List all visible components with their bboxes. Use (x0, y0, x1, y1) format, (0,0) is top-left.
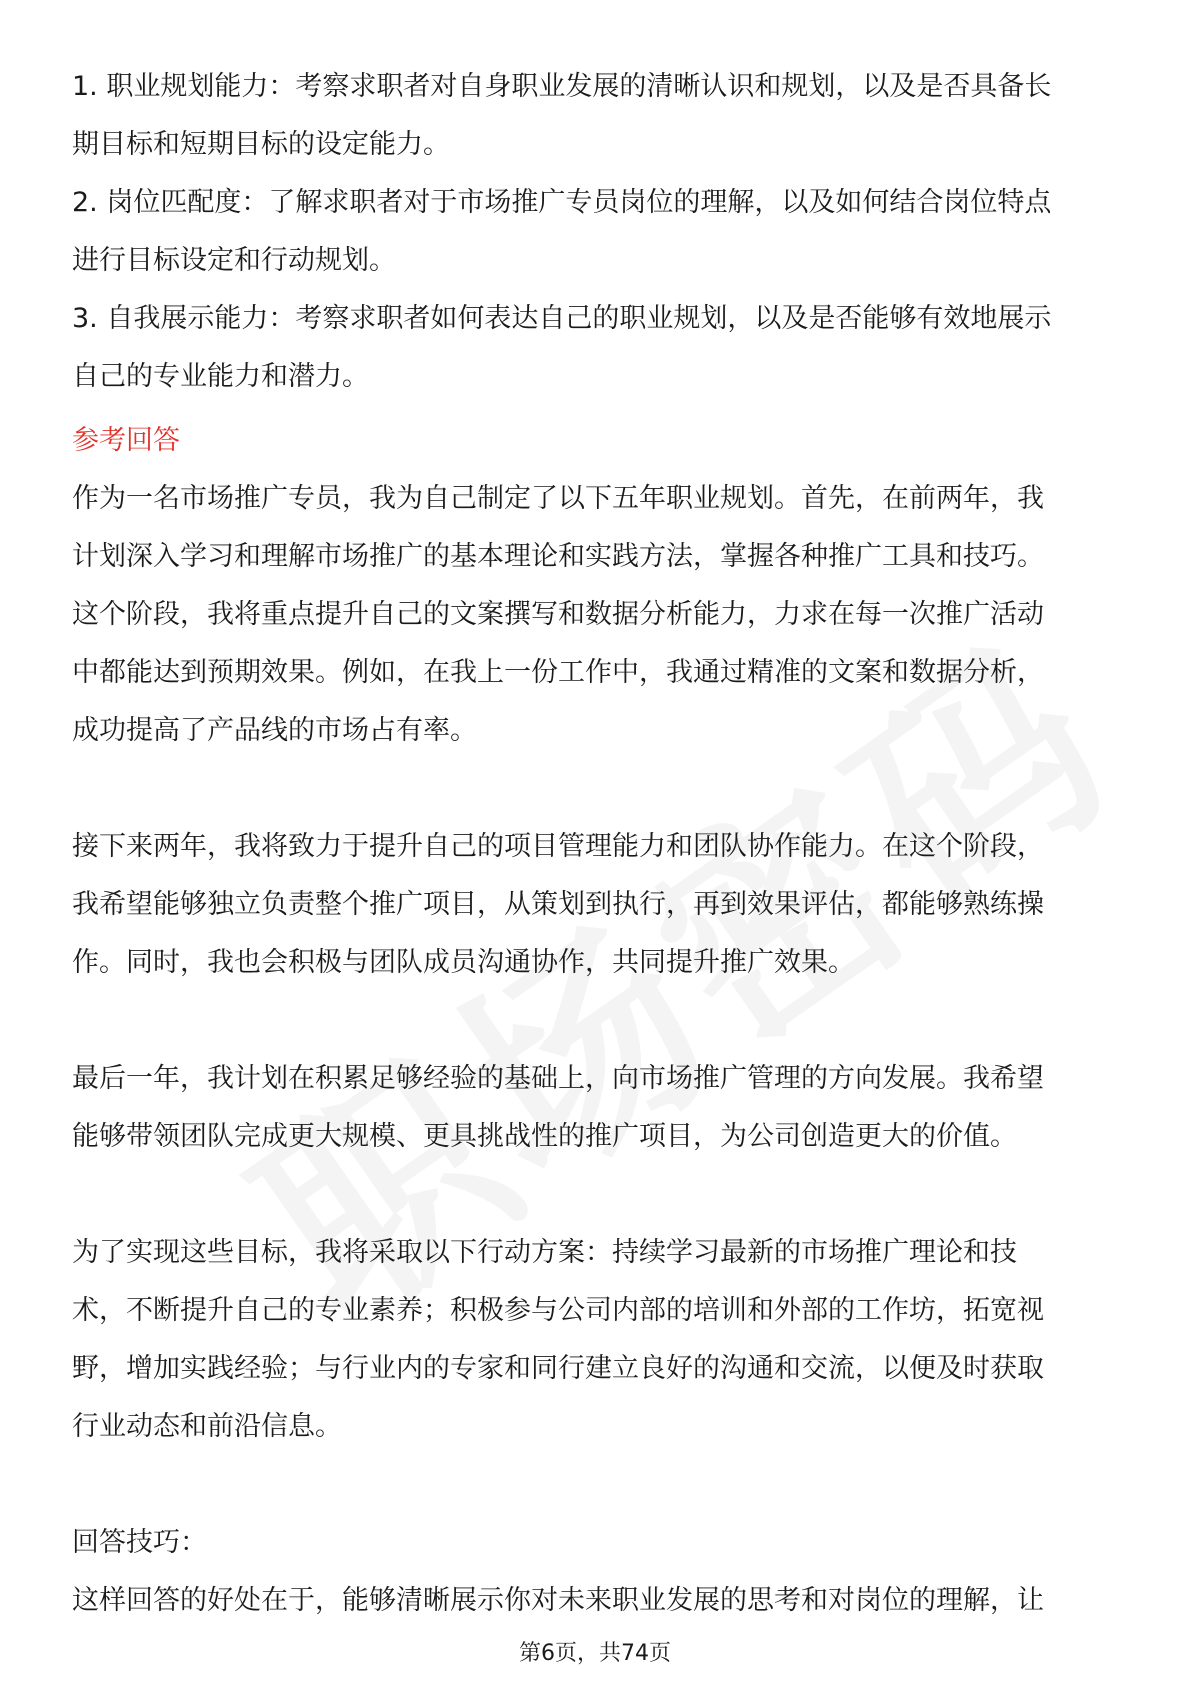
paragraph-line: 作。同时，我也会积极与团队成员沟通协作，共同提升推广效果。 (72, 947, 855, 978)
page-number: 第6页，共74页 (519, 1641, 671, 1666)
paragraph-line: 中都能达到预期效果。例如，在我上一份工作中，我通过精准的文案和数据分析， (72, 657, 1044, 688)
evaluation-list (72, 58, 1122, 406)
paragraph-spacer (72, 992, 1122, 1050)
answer-paragraph (72, 818, 1122, 992)
list-item-continuation: 期目标和短期目标的设定能力。 (72, 129, 450, 160)
answer-paragraph (72, 1224, 1122, 1456)
answer-paragraph (72, 1050, 1122, 1166)
list-item: 2. 岗位匹配度：了解求职者对于市场推广专员岗位的理解，以及如何结合岗位特点 (72, 187, 1052, 218)
paragraph-spacer (72, 1456, 1122, 1514)
paragraph-line: 最后一年，我计划在积累足够经验的基础上，向市场推广管理的方向发展。我希望 (72, 1063, 1044, 1094)
list-item: 1. 职业规划能力：考察求职者对自身职业发展的清晰认识和规划，以及是否具备长 (72, 71, 1052, 102)
list-item-continuation: 进行目标设定和行动规划。 (72, 245, 396, 276)
document-body (72, 58, 1122, 1630)
paragraph-spacer (72, 1166, 1122, 1224)
answer-paragraph (72, 470, 1122, 760)
paragraph-spacer (72, 760, 1122, 818)
tips-heading: 回答技巧： (72, 1527, 207, 1558)
list-item-continuation: 自己的专业能力和潜力。 (72, 361, 369, 392)
paragraph-line: 能够带领团队完成更大规模、更具挑战性的推广项目，为公司创造更大的价值。 (72, 1121, 1017, 1152)
tips-line: 这样回答的好处在于，能够清晰展示你对未来职业发展的思考和对岗位的理解，让 (72, 1585, 1044, 1616)
reference-answer-heading: 参考回答 (72, 425, 180, 456)
paragraph-line: 计划深入学习和理解市场推广的基本理论和实践方法，掌握各种推广工具和技巧。 (72, 541, 1044, 572)
paragraph-line: 术，不断提升自己的专业素养；积极参与公司内部的培训和外部的工作坊，拓宽视 (72, 1295, 1044, 1326)
paragraph-line: 为了实现这些目标，我将采取以下行动方案：持续学习最新的市场推广理论和技 (72, 1237, 1017, 1268)
paragraph-line: 成功提高了产品线的市场占有率。 (72, 715, 477, 746)
paragraph-line: 接下来两年，我将致力于提升自己的项目管理能力和团队协作能力。在这个阶段， (72, 831, 1044, 862)
paragraph-line: 野，增加实践经验；与行业内的专家和同行建立良好的沟通和交流，以便及时获取 (72, 1353, 1044, 1384)
list-item: 3. 自我展示能力：考察求职者如何表达自己的职业规划，以及是否能够有效地展示 (72, 303, 1052, 334)
paragraph-line: 这个阶段，我将重点提升自己的文案撰写和数据分析能力，力求在每一次推广活动 (72, 599, 1044, 630)
paragraph-line: 作为一名市场推广专员，我为自己制定了以下五年职业规划。首先，在前两年，我 (72, 483, 1044, 514)
paragraph-line: 行业动态和前沿信息。 (72, 1411, 342, 1442)
paragraph-line: 我希望能够独立负责整个推广项目，从策划到执行，再到效果评估，都能够熟练操 (72, 889, 1044, 920)
